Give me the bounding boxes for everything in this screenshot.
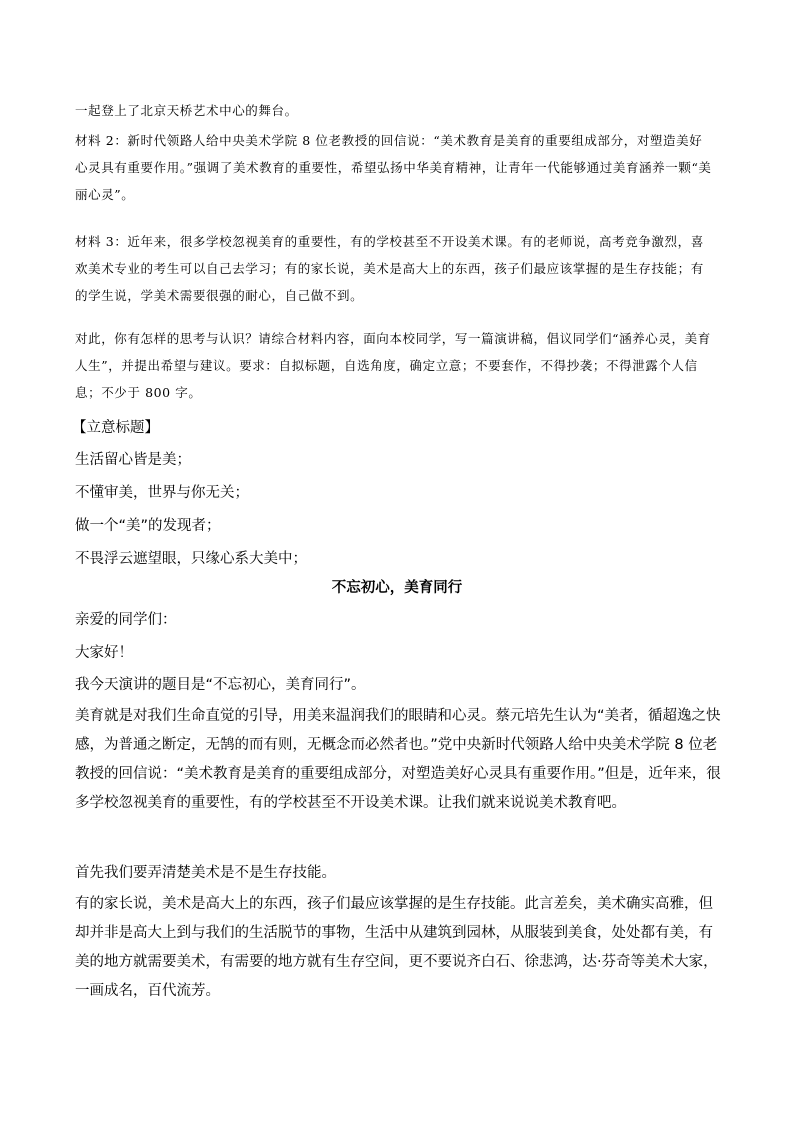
material-continuation: 一起登上了北京天桥艺术中心的舞台。: [75, 103, 298, 118]
essay-intro: 我今天演讲的题目是“不忘初心，美育同行”。: [75, 677, 366, 693]
essay-title: 不忘初心，美育同行: [331, 580, 463, 596]
title-option-2: 不懂审美，世界与你无关；: [75, 485, 249, 501]
title-option-4: 不畏浮云遮望眼，只缘心系大美中；: [75, 551, 307, 567]
title-option-3: 做一个“美”的发现者；: [75, 518, 221, 534]
essay-paragraph-1: 美育就是对我们生命直觉的引导，用美来温润我们的眼睛和心灵。蔡元培先生认为“美者，循超逸之快感，为普通之断定，无鹄的而有则，无概念而必然者也。”党中央新时代领路人给中央美术学院 8 位老教授的回信说：“美术教育是美育的重要组成部分，对塑造美好心灵具有重要作用。”但是，近年来，很多学校忽视美育的重要性，有的学校甚至不开设美术课。让我们就来说说美术教育吧。: [75, 708, 721, 811]
title-option-1: 生活留心皆是美；: [75, 452, 191, 468]
essay-hello: 大家好！: [75, 645, 133, 661]
section-heading: 【立意标题】: [72, 420, 159, 436]
essay-paragraph-2-heading: 首先我们要弄清楚美术是不是生存技能。: [75, 865, 336, 881]
material-2: 材料 2：新时代领路人给中央美术学院 8 位老教授的回信说：“美术教育是美育的重要组成部分，对塑造美好心灵具有重要作用。”强调了美术教育的重要性，希望弘扬中华美育精神，让青年一代能够通过美育涵养一颗“美丽心灵”。: [75, 133, 712, 202]
material-3: 材料 3：近年来，很多学校忽视美育的重要性，有的学校甚至不开设美术课。有的老师说，高考竞争激烈，喜欢美术专业的考生可以自己去学习；有的家长说，美术是高大上的东西，孩子们最应该掌握的是生存技能；有的学生说，学美术需要很强的耐心，自己做不到。: [75, 234, 704, 303]
essay-paragraph-2: 有的家长说，美术是高大上的东西，孩子们最应该掌握的是生存技能。此言差矣，美术确实高雅，但却并非是高大上到与我们的生活脱节的事物，生活中从建筑到园林，从服装到美食，处处都有美，有美的地方就需要美术，有需要的地方就有生存空间，更不要说齐白石、徐悲鸿，达·芬奇等美术大家，一画成名，百代流芳。: [75, 896, 718, 999]
writing-task: 对此，你有怎样的思考与认识？请综合材料内容，面向本校同学，写一篇演讲稿，倡议同学们“涵养心灵，美育人生”，并提出希望与建议。要求：自拟标题，自选角度，确定立意；不要套作，不得抄袭；不得泄露个人信息；不少于 800 字。: [75, 331, 711, 400]
essay-greeting: 亲爱的同学们：: [75, 612, 177, 628]
